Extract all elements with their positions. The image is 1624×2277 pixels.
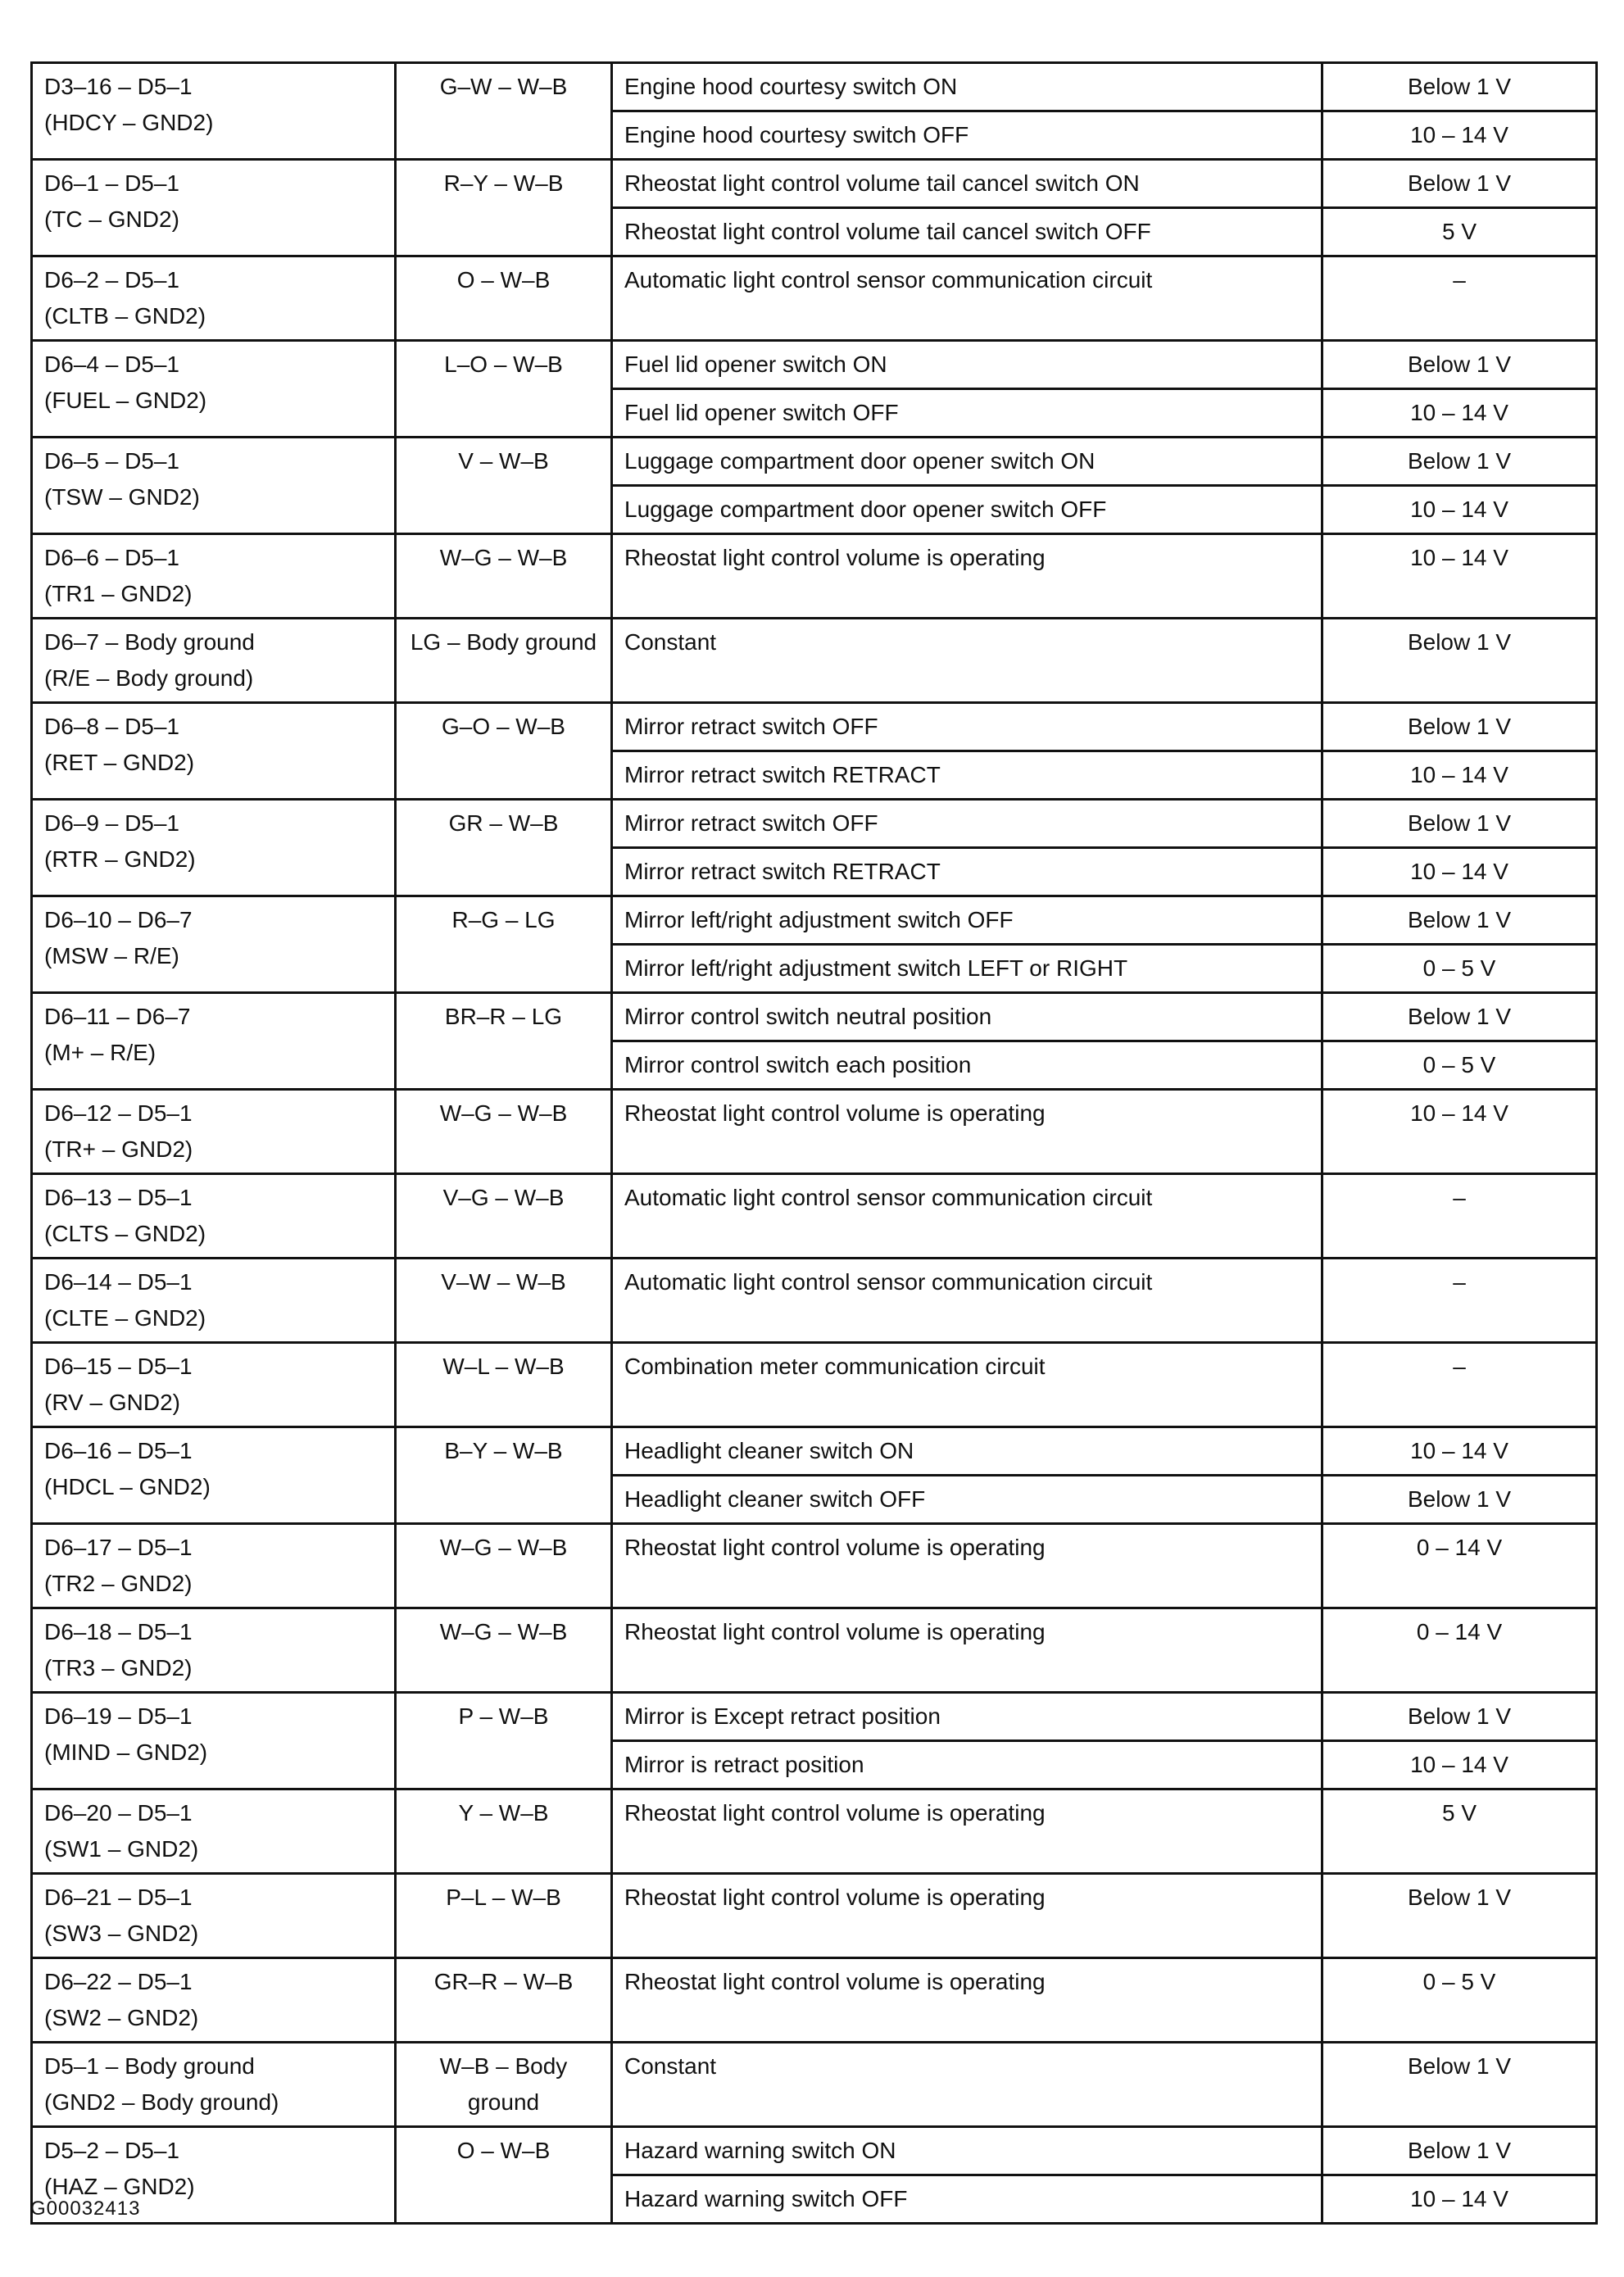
- terminal-cell: [32, 438, 396, 534]
- wiring-color-cell: R–G – LG: [396, 896, 612, 993]
- terminal-number: D5–1 – Body ground: [44, 2053, 255, 2079]
- condition-cell: Headlight cleaner switch ON: [612, 1427, 1322, 1476]
- table-row: [32, 2043, 1597, 2127]
- terminal-symbol: (TR2 – GND2): [44, 1571, 193, 1596]
- figure-id: G00032413: [30, 2198, 141, 2220]
- condition-cell: Mirror retract switch OFF: [612, 800, 1322, 848]
- table-row: [32, 2127, 1597, 2175]
- terminal-symbol: (GND2 – Body ground): [44, 2089, 279, 2115]
- wiring-color-cell: O – W–B: [396, 256, 612, 341]
- condition-cell: Rheostat light control volume is operating: [612, 1789, 1322, 1874]
- table-row: [32, 800, 1597, 848]
- wiring-color-cell: P–L – W–B: [396, 1874, 612, 1958]
- table-row: [32, 1259, 1597, 1343]
- terminal-number: D6–2 – D5–1: [44, 267, 180, 293]
- terminal-cell: [32, 896, 396, 993]
- specified-condition-cell: Below 1 V: [1322, 1874, 1597, 1958]
- condition-cell: Rheostat light control volume is operating: [612, 1958, 1322, 2043]
- terminal-symbol: (MSW – R/E): [44, 943, 179, 968]
- terminal-voltage-table-container: [30, 61, 1595, 2225]
- specified-condition-cell: 0 – 14 V: [1322, 1608, 1597, 1693]
- terminal-number: D6–10 – D6–7: [44, 907, 193, 932]
- terminal-number: D6–20 – D5–1: [44, 1800, 193, 1826]
- wiring-color-cell: W–G – W–B: [396, 1524, 612, 1608]
- terminal-cell: [32, 1789, 396, 1874]
- terminal-symbol: (SW1 – GND2): [44, 1836, 199, 1862]
- terminal-symbol: (SW2 – GND2): [44, 2005, 199, 2030]
- specified-condition-cell: Below 1 V: [1322, 896, 1597, 945]
- terminal-symbol: (CLTB – GND2): [44, 303, 206, 329]
- terminal-number: D6–4 – D5–1: [44, 352, 180, 377]
- terminal-cell: [32, 619, 396, 703]
- condition-cell: Mirror retract switch RETRACT: [612, 848, 1322, 896]
- terminal-number: D6–13 – D5–1: [44, 1185, 193, 1210]
- specified-condition-cell: 10 – 14 V: [1322, 1741, 1597, 1789]
- wiring-color-cell: R–Y – W–B: [396, 160, 612, 256]
- terminal-symbol: (RV – GND2): [44, 1390, 180, 1415]
- terminal-number: D6–7 – Body ground: [44, 629, 255, 655]
- table-row: [32, 438, 1597, 486]
- condition-cell: Mirror is retract position: [612, 1741, 1322, 1789]
- terminal-cell: [32, 1608, 396, 1693]
- condition-cell: Mirror control switch each position: [612, 1041, 1322, 1090]
- table-row: [32, 1524, 1597, 1608]
- terminal-voltage-table: [30, 61, 1598, 2225]
- terminal-number: D6–18 – D5–1: [44, 1619, 193, 1644]
- condition-cell: Constant: [612, 2043, 1322, 2127]
- terminal-symbol: (TSW – GND2): [44, 484, 200, 510]
- terminal-cell: [32, 800, 396, 896]
- table-row: [32, 1608, 1597, 1693]
- terminal-symbol: (M+ – R/E): [44, 1040, 157, 1065]
- table-row: [32, 1427, 1597, 1476]
- table-body: [32, 63, 1597, 2224]
- terminal-symbol: (CLTS – GND2): [44, 1221, 206, 1246]
- specified-condition-cell: 0 – 5 V: [1322, 945, 1597, 993]
- condition-cell: Fuel lid opener switch OFF: [612, 389, 1322, 438]
- wiring-color-cell: O – W–B: [396, 2127, 612, 2224]
- table-row: [32, 703, 1597, 751]
- terminal-symbol: (TR3 – GND2): [44, 1655, 193, 1681]
- table-row: [32, 534, 1597, 619]
- table-row: [32, 896, 1597, 945]
- condition-cell: Mirror retract switch RETRACT: [612, 751, 1322, 800]
- specified-condition-cell: Below 1 V: [1322, 1476, 1597, 1524]
- specified-condition-cell: 10 – 14 V: [1322, 848, 1597, 896]
- table-row: [32, 1174, 1597, 1259]
- terminal-number: D6–15 – D5–1: [44, 1354, 193, 1379]
- condition-cell: Rheostat light control volume is operating: [612, 1090, 1322, 1174]
- specified-condition-cell: 10 – 14 V: [1322, 751, 1597, 800]
- specified-condition-cell: Below 1 V: [1322, 341, 1597, 389]
- specified-condition-cell: 0 – 5 V: [1322, 1041, 1597, 1090]
- terminal-symbol: (CLTE – GND2): [44, 1305, 206, 1331]
- terminal-symbol: (RTR – GND2): [44, 846, 196, 872]
- condition-cell: Combination meter communication circuit: [612, 1343, 1322, 1427]
- terminal-number: D6–5 – D5–1: [44, 448, 180, 474]
- specified-condition-cell: 10 – 14 V: [1322, 1427, 1597, 1476]
- terminal-cell: [32, 256, 396, 341]
- terminal-number: D6–19 – D5–1: [44, 1703, 193, 1729]
- specified-condition-cell: 10 – 14 V: [1322, 111, 1597, 160]
- wiring-color-cell: W–G – W–B: [396, 1608, 612, 1693]
- condition-cell: Mirror control switch neutral position: [612, 993, 1322, 1041]
- terminal-number: D6–9 – D5–1: [44, 810, 180, 836]
- specified-condition-cell: Below 1 V: [1322, 703, 1597, 751]
- terminal-number: D6–22 – D5–1: [44, 1969, 193, 1994]
- condition-cell: Rheostat light control volume tail cancel switch OFF: [612, 208, 1322, 256]
- terminal-cell: [32, 1958, 396, 2043]
- wiring-color-cell: V–W – W–B: [396, 1259, 612, 1343]
- terminal-cell: [32, 341, 396, 438]
- wiring-color-cell: P – W–B: [396, 1693, 612, 1789]
- table-row: [32, 160, 1597, 208]
- terminal-symbol: (TR+ – GND2): [44, 1136, 193, 1162]
- wiring-color-cell: G–O – W–B: [396, 703, 612, 800]
- specified-condition-cell: –: [1322, 1174, 1597, 1259]
- condition-cell: Hazard warning switch OFF: [612, 2175, 1322, 2224]
- table-row: [32, 993, 1597, 1041]
- terminal-cell: [32, 1174, 396, 1259]
- wiring-color-cell: W–G – W–B: [396, 1090, 612, 1174]
- terminal-number: D6–8 – D5–1: [44, 714, 180, 739]
- condition-cell: Rheostat light control volume is operating: [612, 1874, 1322, 1958]
- terminal-number: D6–17 – D5–1: [44, 1535, 193, 1560]
- terminal-cell: [32, 1693, 396, 1789]
- terminal-cell: [32, 1427, 396, 1524]
- terminal-cell: [32, 1259, 396, 1343]
- terminal-cell: [32, 63, 396, 160]
- terminal-cell: [32, 1343, 396, 1427]
- condition-cell: Mirror is Except retract position: [612, 1693, 1322, 1741]
- condition-cell: Automatic light control sensor communication circuit: [612, 1174, 1322, 1259]
- specified-condition-cell: Below 1 V: [1322, 619, 1597, 703]
- terminal-number: D6–1 – D5–1: [44, 170, 180, 196]
- terminal-cell: [32, 2043, 396, 2127]
- specified-condition-cell: Below 1 V: [1322, 2043, 1597, 2127]
- condition-cell: Rheostat light control volume is operating: [612, 534, 1322, 619]
- condition-cell: Luggage compartment door opener switch OFF: [612, 486, 1322, 534]
- terminal-symbol: (R/E – Body ground): [44, 665, 254, 691]
- terminal-number: D6–21 – D5–1: [44, 1885, 193, 1910]
- condition-cell: Hazard warning switch ON: [612, 2127, 1322, 2175]
- wiring-color-cell: W–L – W–B: [396, 1343, 612, 1427]
- condition-cell: Constant: [612, 619, 1322, 703]
- terminal-number: D6–16 – D5–1: [44, 1438, 193, 1463]
- terminal-cell: [32, 1874, 396, 1958]
- table-row: [32, 1789, 1597, 1874]
- specified-condition-cell: 0 – 14 V: [1322, 1524, 1597, 1608]
- terminal-number: D6–6 – D5–1: [44, 545, 180, 570]
- condition-cell: Rheostat light control volume tail cancel switch ON: [612, 160, 1322, 208]
- terminal-cell: [32, 703, 396, 800]
- wiring-color-cell: W–G – W–B: [396, 534, 612, 619]
- condition-cell: Rheostat light control volume is operating: [612, 1608, 1322, 1693]
- wiring-color-cell: W–B – Body ground: [396, 2043, 612, 2127]
- wiring-color-cell: LG – Body ground: [396, 619, 612, 703]
- specified-condition-cell: Below 1 V: [1322, 2127, 1597, 2175]
- wiring-color-cell: V – W–B: [396, 438, 612, 534]
- terminal-cell: [32, 993, 396, 1090]
- terminal-symbol: (HAZ – GND2): [44, 2174, 195, 2199]
- wiring-color-cell: B–Y – W–B: [396, 1427, 612, 1524]
- table-row: [32, 1090, 1597, 1174]
- table-row: [32, 63, 1597, 111]
- wiring-color-cell: GR–R – W–B: [396, 1958, 612, 2043]
- condition-cell: Luggage compartment door opener switch ON: [612, 438, 1322, 486]
- table-row: [32, 1693, 1597, 1741]
- condition-cell: Automatic light control sensor communication circuit: [612, 1259, 1322, 1343]
- terminal-symbol: (TR1 – GND2): [44, 581, 193, 606]
- specified-condition-cell: Below 1 V: [1322, 800, 1597, 848]
- table-row: [32, 619, 1597, 703]
- terminal-symbol: (FUEL – GND2): [44, 388, 207, 413]
- terminal-symbol: (RET – GND2): [44, 750, 195, 775]
- wiring-color-cell: L–O – W–B: [396, 341, 612, 438]
- terminal-cell: [32, 1090, 396, 1174]
- specified-condition-cell: 0 – 5 V: [1322, 1958, 1597, 2043]
- specified-condition-cell: Below 1 V: [1322, 1693, 1597, 1741]
- table-row: [32, 1343, 1597, 1427]
- specified-condition-cell: 10 – 14 V: [1322, 389, 1597, 438]
- specified-condition-cell: Below 1 V: [1322, 438, 1597, 486]
- table-row: [32, 256, 1597, 341]
- condition-cell: Rheostat light control volume is operating: [612, 1524, 1322, 1608]
- specified-condition-cell: –: [1322, 1343, 1597, 1427]
- terminal-symbol: (MIND – GND2): [44, 1740, 208, 1765]
- specified-condition-cell: 5 V: [1322, 1789, 1597, 1874]
- condition-cell: Engine hood courtesy switch ON: [612, 63, 1322, 111]
- table-row: [32, 1874, 1597, 1958]
- specified-condition-cell: Below 1 V: [1322, 993, 1597, 1041]
- condition-cell: Headlight cleaner switch OFF: [612, 1476, 1322, 1524]
- terminal-number: D6–12 – D5–1: [44, 1100, 193, 1126]
- wiring-color-cell: Y – W–B: [396, 1789, 612, 1874]
- wiring-color-cell: GR – W–B: [396, 800, 612, 896]
- terminal-symbol: (TC – GND2): [44, 206, 179, 232]
- specified-condition-cell: 10 – 14 V: [1322, 1090, 1597, 1174]
- table-row: [32, 341, 1597, 389]
- terminal-cell: [32, 1524, 396, 1608]
- condition-cell: Mirror left/right adjustment switch LEFT or RIGHT: [612, 945, 1322, 993]
- wiring-color-cell: G–W – W–B: [396, 63, 612, 160]
- terminal-number: D5–2 – D5–1: [44, 2138, 180, 2163]
- specified-condition-cell: 5 V: [1322, 208, 1597, 256]
- terminal-cell: [32, 160, 396, 256]
- terminal-cell: [32, 534, 396, 619]
- condition-cell: Engine hood courtesy switch OFF: [612, 111, 1322, 160]
- specified-condition-cell: Below 1 V: [1322, 63, 1597, 111]
- terminal-number: D6–11 – D6–7: [44, 1004, 191, 1029]
- condition-cell: Fuel lid opener switch ON: [612, 341, 1322, 389]
- table-row: [32, 1958, 1597, 2043]
- terminal-number: D3–16 – D5–1: [44, 74, 193, 99]
- wiring-color-cell: BR–R – LG: [396, 993, 612, 1090]
- terminal-symbol: (SW3 – GND2): [44, 1921, 199, 1946]
- specified-condition-cell: 10 – 14 V: [1322, 486, 1597, 534]
- specified-condition-cell: 10 – 14 V: [1322, 2175, 1597, 2224]
- condition-cell: Automatic light control sensor communication circuit: [612, 256, 1322, 341]
- terminal-number: D6–14 – D5–1: [44, 1269, 193, 1295]
- specified-condition-cell: –: [1322, 256, 1597, 341]
- specified-condition-cell: –: [1322, 1259, 1597, 1343]
- condition-cell: Mirror left/right adjustment switch OFF: [612, 896, 1322, 945]
- specified-condition-cell: Below 1 V: [1322, 160, 1597, 208]
- terminal-symbol: (HDCY – GND2): [44, 110, 214, 135]
- wiring-color-cell: V–G – W–B: [396, 1174, 612, 1259]
- condition-cell: Mirror retract switch OFF: [612, 703, 1322, 751]
- terminal-symbol: (HDCL – GND2): [44, 1474, 211, 1499]
- specified-condition-cell: 10 – 14 V: [1322, 534, 1597, 619]
